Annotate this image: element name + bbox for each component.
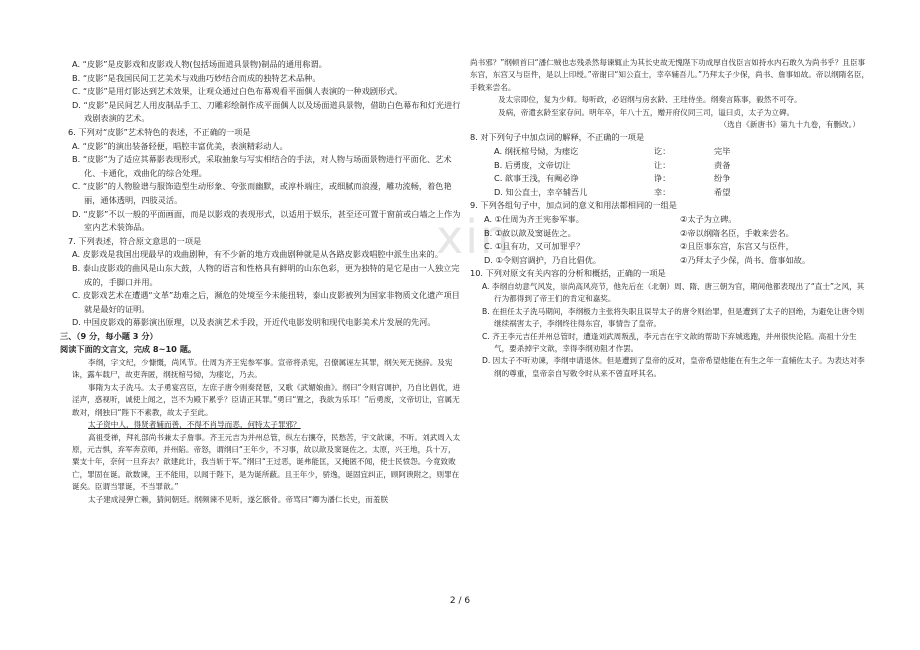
passage-source: （选自《新唐书》第九十九卷，有删改。） — [719, 120, 860, 130]
passage-continuation: 尚书邪？”纲顿首曰“潘仁贼也志残杀然每谏辄止为其长史故无愧陛下功成厚自伐臣言如持水内石敢久为尚书乎？且臣事东宫，东宫又与臣件，是以上印绶。”帝谢曰“知公直士，幸卒辅吾儿。”乃拜太子少保，尚书、詹事如故。帝以纲隋名臣，手敕来尝名。 — [470, 58, 870, 92]
q9-option-b — [470, 227, 870, 241]
q8-option-a — [470, 145, 870, 159]
reading-instruction: 阅读下面的文言文，完成 8~10 题。 — [60, 344, 197, 355]
passage-paragraph-4: 太子建成浸狎亡赖，猜间朝廷。纲频谏不见听，遂乞骸骨。帝骂曰“卿为潘仁长史，而羞朕 — [88, 494, 389, 504]
q8-d-sentence: D. 知公直士，幸卒辅吾儿 — [494, 186, 588, 197]
passage-paragraph-2-underlined — [60, 419, 462, 431]
q9-option-d — [470, 254, 870, 268]
question-7: 7. 下列表述，符合原文意思的一项是 — [68, 235, 202, 246]
q9-a-first: A. ①仕周为齐王宪参军事。 — [484, 214, 584, 224]
passage-paragraph-3: 高祖受禅，拜礼部尚书兼太子詹事。齐王元吉为并州总管，纵左右攘夺，民愁苦，宇文歆谏，不听。刘武周入太原，元吉惧，弃军奔京师，并州陷。帝怒，谓纲曰“王年少，不习事，故以歆及窦诞佐之。太原，兴王地，兵十万，粟支十年，奈何一旦弃去？歆建此计，我当斩于军。”纲曰“王过恶，诞弗能匡，又掩匿不闻，使士民愤怨。今竟致败亡，罪固在诞。歆数谏，王不能用，以闻于陛下，是为诞所蔽。且王年少，骄逸，诞固宜纠正，顾阿谀附之，则罪在诞矣。臣谓当罪诞，不当罪歆。” — [72, 432, 461, 492]
right-column — [470, 57, 870, 380]
underlined-sentence-2: 得贤者辅而善，不得不肖导而恶，何特太子罪邪？ — [133, 420, 301, 430]
passage-paragraph-2: 事隋为太子洗马。太子勇宴宫臣，左庶子唐令则奏琵琶，又歌《武媚娘曲》。纲曰“令则宫调护，乃自比倡优，进淫声，惑视听，诚使上闻之，岂不为殿下累乎？臣请正其罪。”勇曰“置之，我欲为乐耳！”后勇废，文帝切让，官属无敢对，纲独曰“陛下不素教，故太子至此。 — [72, 382, 461, 417]
q9-a-second: ②太子为立碑。 — [680, 214, 737, 224]
watermark: xin — [436, 210, 512, 264]
q7-option-a: A. 皮影戏是我国出现最早的戏曲剧种，有不少新的地方戏曲剧种就是从各路皮影戏唱腔中派生出来的。 — [72, 249, 443, 260]
q6-option-a: A. “皮影”的演出装备轻便，唱腔丰富优美，表演精彩动人。 — [72, 140, 288, 151]
q7-option-c: C. 皮影戏艺术在遭遇“文革”劫难之后，濒危的处境至今未能扭转，泰山皮影被列为国家非物质文化遗产项目就是最好的证明。 — [72, 290, 460, 314]
q8-c-meaning: 纷争 — [714, 173, 731, 184]
q10-option-a: A. 李纲自幼意气风发，崇尚高风亮节，他先后在（北朝）周、隋、唐三朝为官，期间他都表现出了“直士”之风，其行为都得到了帝王们的肯定和嘉奖。 — [482, 281, 865, 304]
question-8: 8. 对下列句子中加点词的解释，不正确的一项是 — [470, 132, 645, 143]
q9-option-c — [470, 240, 870, 254]
q8-a-sentence: A. 纲抚棺号恸，为瘗讫 — [494, 146, 579, 157]
q9-option-a — [470, 213, 870, 227]
q5-option-d: D. “皮影”是民间艺人用皮制品手工、刀雕彩绘制作成平面偶人以及场面道具景物，借助白色幕布和灯光进行戏剧表演的艺术。 — [72, 99, 461, 124]
question-10: 10. 下列对原文有关内容的分析和概括，正确的一项是 — [470, 268, 666, 279]
q9-d-first: D. ①令则宫调护，乃自比倡优。 — [484, 254, 602, 265]
underlined-sentence-1: 太子资中人， — [88, 420, 134, 430]
q8-c-sentence: C. 歆事王浅，有阉必诤 — [494, 173, 579, 184]
passage-paragraph-1: 李纲，字文纪，少慷慨，尚风节。仕周为齐王宪参军事。宣帝将杀宪，召僚属诬左其罪，纲矢死无挠辞。及宪诛，露车载尸，故吏奔匿，纲抚棺号恸，为瘗讫，乃去。 — [72, 358, 453, 380]
q8-a-meaning: 完毕 — [714, 146, 731, 157]
q8-option-c — [470, 172, 870, 186]
q9-b-second: ②帝以纲隋名臣，手敕来尝名。 — [680, 227, 794, 238]
left-column — [60, 58, 462, 506]
q8-b-word: 让： — [654, 159, 671, 170]
q5-option-a: A. “皮影”是皮影戏和皮影戏人物(包括场面道具景物)制品的通用称谓。 — [72, 59, 327, 69]
q8-b-meaning: 责备 — [714, 159, 731, 170]
q7-option-d: D. 中国皮影戏的幕影演出原理，以及表演艺术手段，开近代电影发明和现代电影美术片发展的先河。 — [72, 317, 436, 328]
page-number: 2 / 6 — [449, 596, 471, 606]
q9-c-first: C. ①且有功，又可加罪乎？ — [484, 241, 585, 252]
q8-c-word: 诤： — [654, 173, 671, 184]
q8-d-meaning: 希望 — [714, 186, 731, 197]
q10-option-b: B. 在担任太子洗马期间，李纲极力主张将失职且误导太子的唐令则治罪，但是遭到了太子的回绝，为避免让唐令则继续祸害太子，李纲终往得东宫，事情告了皇帝。 — [482, 306, 865, 329]
q7-option-b: B. 泰山皮影戏的曲风是山东大鼓，人物的语言和性格具有鲜明的山东色彩，更为独特的是它是由一人独立完成的，手脚口并用。 — [72, 262, 460, 287]
q9-c-second: ②且臣事东宫，东宫又与臣件， — [680, 241, 794, 252]
q6-option-d: D. “皮影”不以一般的平面画面，而是以影戏的表现形式，以适用于娱乐，甚至还可置于窗前或白墙之上作为室内艺术装饰品。 — [72, 208, 461, 233]
question-6: 6. 下列对“皮影”艺术特色的表述，不正确的一项是 — [68, 126, 251, 137]
q10-option-c: C. 齐王李元吉任并州总管时，遭逢刘武周叛乱，李元吉在宇文歆的帮助下弃城逃跑，并州很快沦陷。高祖十分生气，要杀掉宇文歆，幸得李纲劝阻才作罢。 — [482, 331, 857, 353]
passage-paragraph-6: 及病，帝遣玄龄至家存问。明年卒，年八十五，赠开府仪同三司，谥曰贞，太子为立碑。 — [498, 107, 795, 117]
q6-option-c: C. “皮影”的人物脸谱与服饰造型生动形象、夸张而幽默，或淳朴端庄，或细腻而浪漫，雕功流畅，着色艳丽，通体透明，四肢灵活。 — [72, 181, 452, 205]
q9-b-first: B. ①故以歆及窦诞佐之。 — [484, 227, 576, 238]
q8-d-word: 幸： — [654, 186, 671, 197]
q5-option-c: C. “皮影”是用灯影达到艺术效果，让观众通过白色布幕观看平面偶人表演的一种戏剧形式。 — [72, 86, 403, 97]
q8-option-d — [470, 186, 870, 200]
section-3-heading: 三、（9 分，每小题 3 分） — [60, 330, 158, 341]
passage-paragraph-5: 及太宗即位，复为少师。每听政，必诏纲与房玄龄、王珪侍坐。纲奏言陈事，毅然不可夺。 — [498, 95, 802, 105]
q6-option-b: B. “皮影”为了适应其幕影表现形式，采取抽象与写实相结合的手法，对人物与场面景物进行平面化、艺术化、卡通化，戏曲化的综合处理。 — [72, 154, 452, 178]
q8-option-b — [470, 159, 870, 173]
q8-a-word: 讫： — [654, 146, 671, 157]
q5-option-b: B. “皮影”是我国民间工艺美术与戏曲巧妙结合而成的独特艺术品种。 — [72, 72, 321, 83]
q9-d-second: ②乃拜太子少保，尚书、詹事如故。 — [680, 254, 811, 265]
q8-b-sentence: B. 后勇废，文帝切让 — [494, 159, 571, 170]
q10-option-d: D. 因太子不听劝谏，李纲申请退休。但是遭到了皇帝的反对，皇帝希望他能在有生之年一直辅佐太子。为表达对李纲的尊重，皇帝亲自写敕令时从来不曾直呼其名。 — [482, 356, 865, 378]
question-9: 9. 下列各组句子中，加点词的意义和用法都相同的一组是 — [470, 200, 677, 211]
